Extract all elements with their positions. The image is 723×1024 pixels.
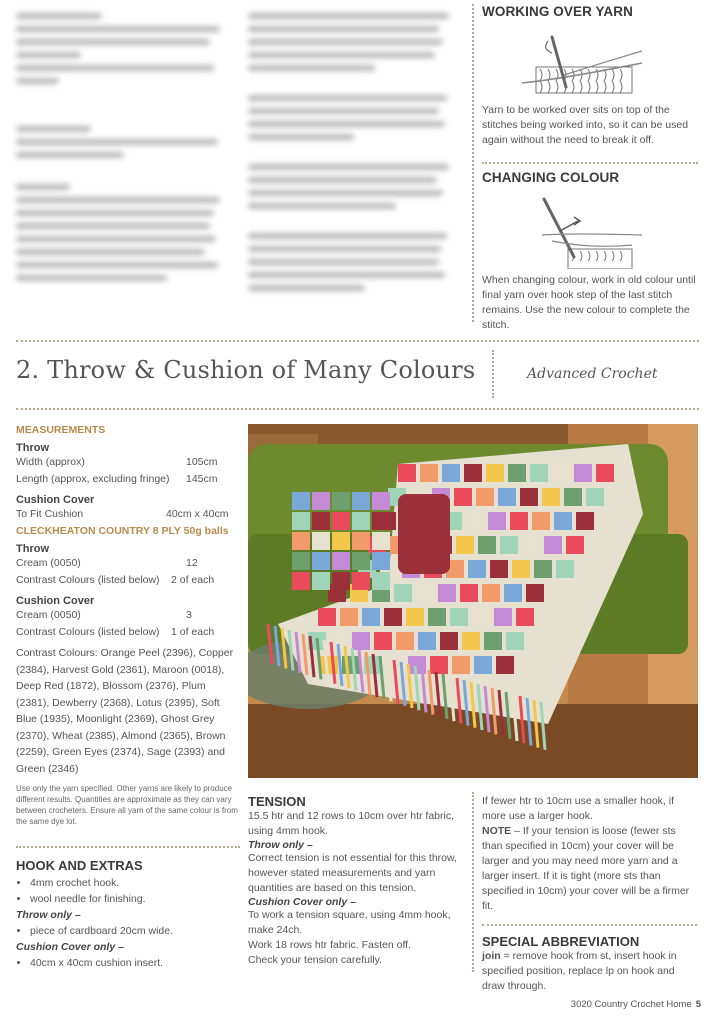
throw-patch xyxy=(486,464,504,482)
throw-patch xyxy=(532,512,550,530)
title-rule-bottom xyxy=(16,408,699,410)
abbreviation-text xyxy=(482,949,697,994)
cushion-patch xyxy=(292,572,310,590)
throw-patch xyxy=(520,488,538,506)
throw-only-label: Throw only – xyxy=(16,909,81,921)
page-title: 2. Throw & Cushion of Many Colours xyxy=(16,356,476,384)
throw-patch xyxy=(498,488,516,506)
throw-patch xyxy=(340,608,358,626)
list-item: • wool needle for finishing. xyxy=(30,891,240,907)
throw-patch xyxy=(442,464,460,482)
list-item: • 4mm crochet hook. xyxy=(30,875,240,891)
throw-patch xyxy=(418,632,436,650)
title-rule-top xyxy=(16,340,699,342)
bottom-divider xyxy=(472,792,474,972)
cushion-patch xyxy=(332,532,350,550)
cushion-patch xyxy=(372,512,390,530)
hook-section-rule xyxy=(16,846,240,848)
throw-only-label: Throw only – xyxy=(248,839,313,851)
cushion-list xyxy=(16,955,240,971)
list-item: • 40cm x 40cm cushion insert. xyxy=(30,955,240,971)
throw-patch xyxy=(488,512,506,530)
tension-column xyxy=(248,794,470,968)
throw-patch xyxy=(530,464,548,482)
throw-list xyxy=(16,923,240,939)
throw-patch xyxy=(362,608,380,626)
abbreviation-definition: = remove hook from st, insert hook in specified position, replace lp on hook and draw through. xyxy=(482,950,677,992)
cushion-patch xyxy=(312,492,330,510)
throw-patch xyxy=(586,488,604,506)
throw-patch xyxy=(542,488,560,506)
throw-patch xyxy=(406,608,424,626)
hook-heading: HOOK AND EXTRAS xyxy=(16,858,143,873)
cushion-patch xyxy=(352,552,370,570)
throw-patch xyxy=(556,560,574,578)
throw-patch xyxy=(506,632,524,650)
note-label: NOTE xyxy=(482,825,512,837)
throw-patch xyxy=(508,464,526,482)
cushion-patch xyxy=(292,552,310,570)
yarn-heading: CLECKHEATON COUNTRY 8 PLY 50g balls xyxy=(16,525,229,537)
hook-size-advice: If fewer htr to 10cm use a smaller hook, if more use a larger hook. xyxy=(482,795,674,822)
throw-patch xyxy=(500,536,518,554)
throw-patch xyxy=(554,512,572,530)
throw-patch xyxy=(490,560,508,578)
throw-patch xyxy=(450,608,468,626)
top-divider xyxy=(472,4,474,322)
contrast-colours: Contrast Colours: Orange Peel (2396), Copper (2384), Harvest Gold (2361), Maroon (0018), Deep Red (1872), Blossom (2376), Plum (2381), Dewberry (2368), Lotus (2395), Soft Blue (1935), Moonlight (2369), Ghost Grey (2370), Wheat (2385), Almond (2365), Brown (2259), Green Eyes (2374), Sage (2393) and Green (2346) xyxy=(16,647,234,775)
throw-patch xyxy=(352,632,370,650)
difficulty-level: Advanced Crochet xyxy=(527,366,658,382)
cushion-patch xyxy=(332,492,350,510)
throw-patch xyxy=(430,656,448,674)
cushion-only-label: Cushion Cover only – xyxy=(16,941,124,953)
cushion-patch xyxy=(332,572,350,590)
cushion-patch xyxy=(332,552,350,570)
page-number: 5 xyxy=(695,999,701,1010)
working-over-yarn-illustration xyxy=(482,23,682,99)
throw-patch xyxy=(512,560,530,578)
throw-patch xyxy=(384,608,402,626)
throw-patch xyxy=(564,488,582,506)
measurements-heading: MEASUREMENTS xyxy=(16,424,106,436)
title-divider xyxy=(492,350,494,398)
throw-patch xyxy=(394,584,412,602)
cushion-patch xyxy=(372,552,390,570)
tension-heading: TENSION xyxy=(248,794,306,809)
throw-patch xyxy=(318,608,336,626)
tension-intro: 15.5 htr and 12 rows to 10cm over htr fabric, using 4mm hook. xyxy=(248,810,455,837)
product-photo xyxy=(248,424,698,778)
yarn-note: Use only the yarn specified. Other yarns are likely to produce different results. Quantities are approximate as they can vary between crocheters. Ensure all yarn of the same colour is from the same dye lot. xyxy=(16,784,238,826)
spec-row: Cream (0050) 12 xyxy=(16,557,198,569)
cushion-patch xyxy=(352,572,370,590)
throw-label: Throw xyxy=(16,442,49,454)
throw-patch xyxy=(482,584,500,602)
throw-patch xyxy=(574,464,592,482)
throw-patch xyxy=(466,512,484,530)
throw-patch xyxy=(522,536,540,554)
magazine-title: 3020 Country Crochet Home xyxy=(570,999,692,1010)
cushion-patch xyxy=(292,512,310,530)
cushion-patch xyxy=(352,512,370,530)
throw-patch xyxy=(476,488,494,506)
cushion-patch xyxy=(352,532,370,550)
throw-patch xyxy=(496,656,514,674)
tension-cushion-text-2: Work 18 rows htr fabric. Fasten off. xyxy=(248,939,412,951)
spec-row: Length (approx, excluding fringe) 145cm xyxy=(16,473,218,485)
throw-patch xyxy=(374,632,392,650)
tension-cushion-text: To work a tension square, using 4mm hook, make 24ch. xyxy=(248,909,451,936)
throw-patch xyxy=(510,512,528,530)
cushion-patch xyxy=(292,492,310,510)
page-footer xyxy=(571,999,701,1010)
cushion-patch xyxy=(332,512,350,530)
cushion-label: Cushion Cover xyxy=(16,494,95,506)
throw-patch xyxy=(526,584,544,602)
throw-patch xyxy=(440,632,458,650)
throw-patch xyxy=(516,608,534,626)
throw-patch xyxy=(478,536,496,554)
abbreviation-heading: SPECIAL ABBREVIATION xyxy=(482,934,640,949)
throw-patch xyxy=(464,464,482,482)
changing-colour-illustration xyxy=(482,187,682,269)
info-box-separator xyxy=(482,162,698,164)
throw-patch xyxy=(416,584,434,602)
materials-column xyxy=(16,424,240,827)
spec-row: Cream (0050) 3 xyxy=(16,609,192,621)
cushion-patch xyxy=(352,492,370,510)
throw-patch xyxy=(472,608,490,626)
info-box-title: WORKING OVER YARN xyxy=(482,4,633,19)
throw-patch xyxy=(398,464,416,482)
cushion-patch xyxy=(372,492,390,510)
notes-column xyxy=(482,794,697,994)
throw-patch xyxy=(454,488,472,506)
hook-list xyxy=(16,875,240,907)
throw-patch xyxy=(396,632,414,650)
info-box-changing-colour xyxy=(482,170,697,333)
tension-throw-text: Correct tension is not essential for this throw, however stated measurements and yarn quantities are based on this tension. xyxy=(248,852,457,894)
note-paragraph xyxy=(482,824,697,914)
blurred-text-column-1 xyxy=(16,6,231,288)
throw-patch xyxy=(576,512,594,530)
cushion-patch xyxy=(312,572,330,590)
abbreviation-term: join xyxy=(482,950,501,962)
cushion-only-label: Cushion Cover only – xyxy=(248,896,356,908)
spec-row: Contrast Colours (listed below) 1 of each xyxy=(16,626,215,638)
blurred-text-column-2 xyxy=(248,6,460,298)
throw-patch xyxy=(504,584,522,602)
cushion-patch xyxy=(292,532,310,550)
throw-patch xyxy=(544,536,562,554)
throw-patch xyxy=(452,656,470,674)
info-box-text: When changing colour, work in old colour until final yarn over hook step of the last stitch remains. Use the new colour to complete the stitch. xyxy=(482,274,696,331)
throw-patch xyxy=(534,560,552,578)
note-text: – If your tension is loose (fewer sts than specified in 10cm) your cover will be larger and you may need more yarn and a larger insert. If it is tight (more sts than specified in 10cm) your cover will be a firmer fit. xyxy=(482,825,690,912)
throw-patch xyxy=(460,584,478,602)
cushion-patch xyxy=(312,532,330,550)
spec-row: To Fit Cushion 40cm x 40cm xyxy=(16,508,229,520)
throw-patch xyxy=(428,608,446,626)
throw-patch xyxy=(474,656,492,674)
cushion-patch xyxy=(312,512,330,530)
cushion-patch xyxy=(372,532,390,550)
throw-patch xyxy=(494,608,512,626)
info-box-title: CHANGING COLOUR xyxy=(482,170,620,185)
hook-extras xyxy=(16,858,240,973)
tension-cushion-text-3: Check your tension carefully. xyxy=(248,954,383,966)
throw-patch xyxy=(456,536,474,554)
throw-patch xyxy=(420,464,438,482)
spec-row: Width (approx) 105cm xyxy=(16,456,218,468)
cushion-patch xyxy=(372,572,390,590)
list-item: • piece of cardboard 20cm wide. xyxy=(30,923,240,939)
throw-patch xyxy=(462,632,480,650)
info-box-text: Yarn to be worked over sits on top of the stitches being worked into, so it can be used again without the need to break it off. xyxy=(482,104,689,146)
cushion-label: Cushion Cover xyxy=(16,595,95,607)
throw-label: Throw xyxy=(16,543,49,555)
throw-patch xyxy=(596,464,614,482)
info-box-working-over-yarn xyxy=(482,4,697,148)
throw-patch xyxy=(566,536,584,554)
spec-row: Contrast Colours (listed below) 2 of each xyxy=(16,574,215,586)
throw-patch xyxy=(552,464,570,482)
throw-patch xyxy=(438,584,456,602)
throw-patch xyxy=(484,632,502,650)
abbreviation-rule xyxy=(482,924,697,926)
cushion-patch xyxy=(312,552,330,570)
throw-patch xyxy=(468,560,486,578)
